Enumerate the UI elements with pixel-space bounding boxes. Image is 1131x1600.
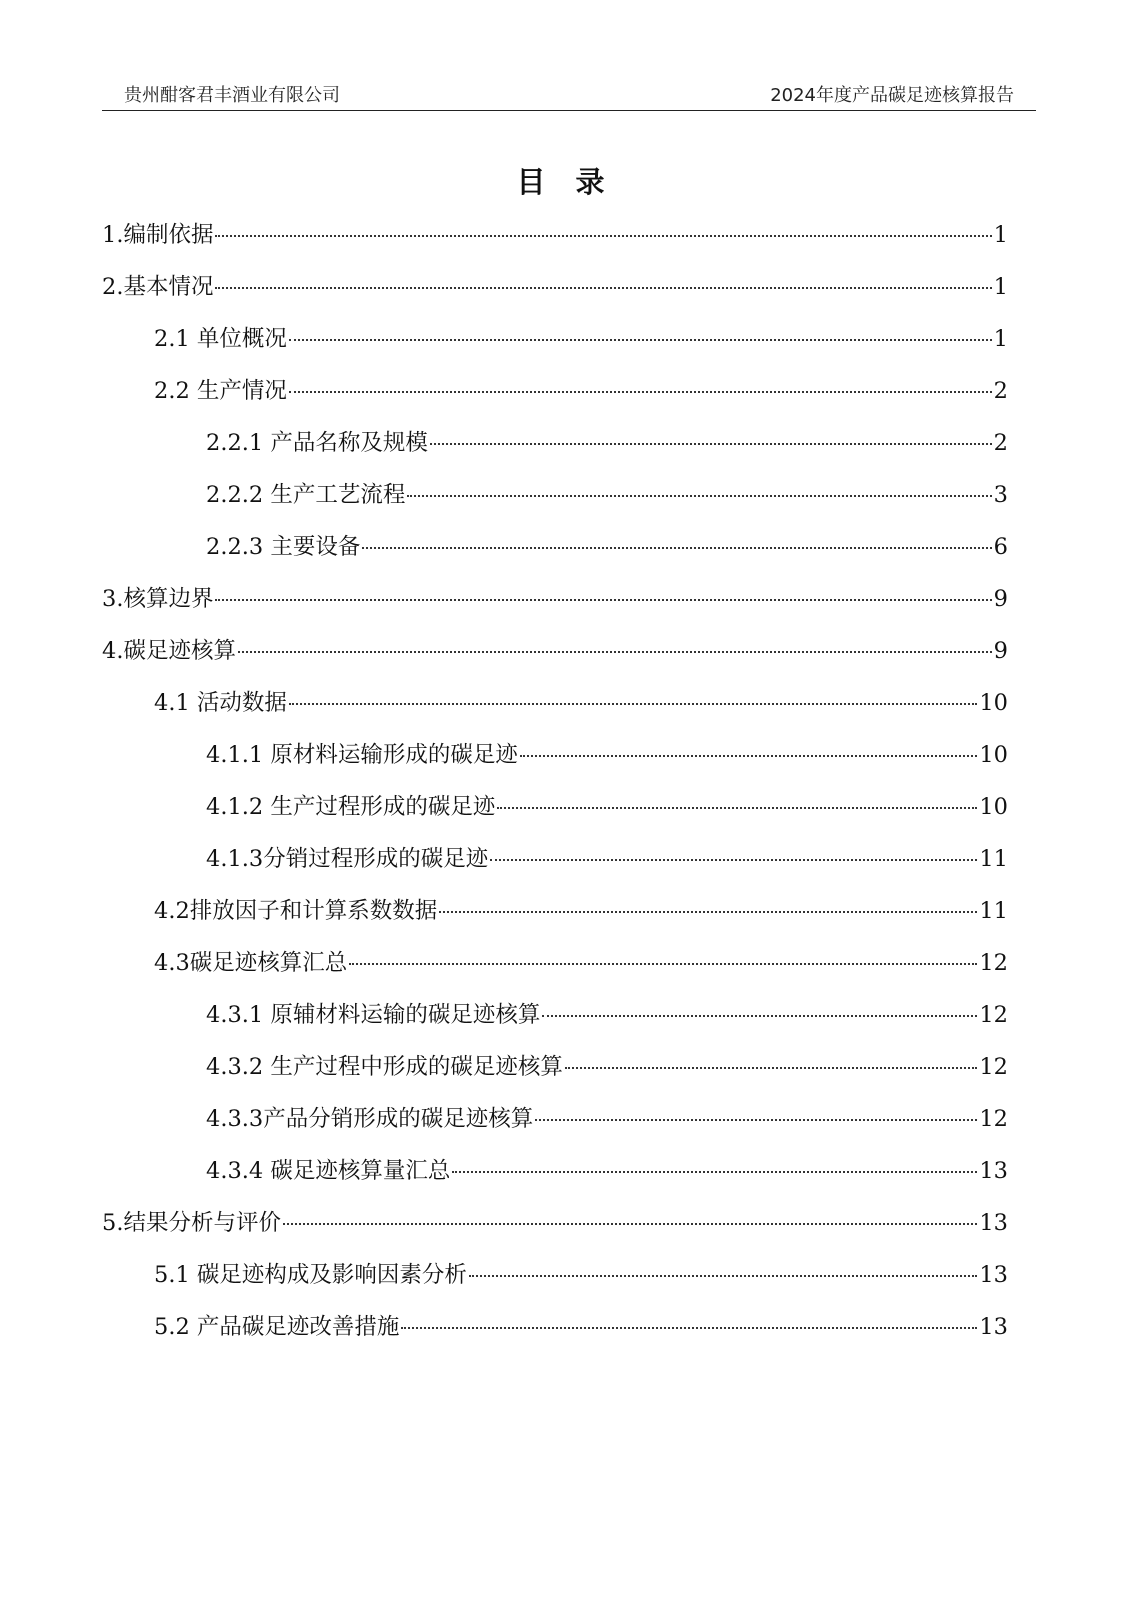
- toc-entry[interactable]: [102, 1050, 1008, 1102]
- toc-dot-leader: [535, 1119, 977, 1121]
- toc-entry-page: 13: [979, 1210, 1008, 1236]
- toc-entry[interactable]: [102, 1206, 1008, 1258]
- toc-entry-page: 10: [979, 794, 1008, 820]
- toc-dot-leader: [362, 547, 991, 549]
- toc-entry-label: 2.2.2 生产工艺流程: [206, 482, 406, 508]
- toc-entry-label: 4.3.2 生产过程中形成的碳足迹核算: [206, 1054, 563, 1080]
- table-of-contents: [102, 218, 1008, 1362]
- toc-dot-leader: [289, 391, 992, 393]
- toc-entry[interactable]: [102, 894, 1008, 946]
- toc-entry-label: 4.3.3产品分销形成的碳足迹核算: [206, 1106, 534, 1132]
- toc-entry[interactable]: [102, 1310, 1008, 1362]
- toc-entry-label: 4.3.1 原辅材料运输的碳足迹核算: [206, 1002, 541, 1028]
- toc-dot-leader: [520, 755, 977, 757]
- toc-entry-label: 4.碳足迹核算: [102, 638, 236, 664]
- toc-dot-leader: [452, 1171, 977, 1173]
- toc-entry-page: 9: [993, 586, 1008, 612]
- toc-entry-label: 4.1.1 原材料运输形成的碳足迹: [206, 742, 518, 768]
- toc-entry-page: 10: [979, 742, 1008, 768]
- toc-dot-leader: [215, 235, 991, 237]
- toc-entry[interactable]: [102, 686, 1008, 738]
- toc-entry-label: 2.2.3 主要设备: [206, 534, 361, 560]
- toc-dot-leader: [289, 339, 992, 341]
- toc-entry-page: 12: [979, 1106, 1008, 1132]
- toc-entry-label: 3.核算边界: [102, 586, 214, 612]
- toc-entry-page: 13: [979, 1314, 1008, 1340]
- toc-entry-page: 12: [979, 1002, 1008, 1028]
- toc-entry-label: 2.2.1 产品名称及规模: [206, 430, 428, 456]
- toc-entry-page: 3: [993, 482, 1008, 508]
- toc-dot-leader: [215, 287, 991, 289]
- toc-entry-label: 4.1.3分销过程形成的碳足迹: [206, 846, 489, 872]
- toc-entry[interactable]: [102, 946, 1008, 998]
- toc-entry-page: 6: [993, 534, 1008, 560]
- toc-entry-page: 2: [993, 430, 1008, 456]
- toc-dot-leader: [439, 911, 977, 913]
- toc-dot-leader: [289, 703, 977, 705]
- toc-entry[interactable]: [102, 530, 1008, 582]
- toc-entry-page: 13: [979, 1158, 1008, 1184]
- toc-entry[interactable]: [102, 426, 1008, 478]
- toc-entry[interactable]: [102, 322, 1008, 374]
- toc-dot-leader: [430, 443, 992, 445]
- toc-entry[interactable]: [102, 842, 1008, 894]
- toc-dot-leader: [490, 859, 977, 861]
- toc-entry-label: 5.2 产品碳足迹改善措施: [154, 1314, 400, 1340]
- toc-dot-leader: [215, 599, 991, 601]
- toc-entry-label: 1.编制依据: [102, 222, 214, 248]
- toc-entry[interactable]: [102, 1102, 1008, 1154]
- toc-title: 目 录: [516, 165, 615, 199]
- toc-entry-label: 4.2排放因子和计算系数数据: [154, 898, 438, 924]
- toc-entry[interactable]: [102, 738, 1008, 790]
- page-header: [102, 84, 1036, 111]
- toc-entry[interactable]: [102, 998, 1008, 1050]
- toc-dot-leader: [349, 963, 977, 965]
- header-company-name: 贵州酣客君丰酒业有限公司: [124, 85, 340, 106]
- toc-entry-label: 2.2 生产情况: [154, 378, 287, 404]
- toc-entry-page: 1: [993, 274, 1008, 300]
- toc-dot-leader: [542, 1015, 977, 1017]
- toc-entry[interactable]: [102, 582, 1008, 634]
- toc-entry-label: 4.1 活动数据: [154, 690, 287, 716]
- toc-dot-leader: [565, 1067, 977, 1069]
- toc-entry-page: 1: [993, 326, 1008, 352]
- toc-dot-leader: [283, 1223, 977, 1225]
- toc-entry-label: 4.3碳足迹核算汇总: [154, 950, 348, 976]
- toc-entry[interactable]: [102, 1154, 1008, 1206]
- toc-entry[interactable]: [102, 218, 1008, 270]
- toc-entry-label: 4.1.2 生产过程形成的碳足迹: [206, 794, 496, 820]
- toc-entry[interactable]: [102, 790, 1008, 842]
- toc-dot-leader: [238, 651, 992, 653]
- toc-entry[interactable]: [102, 270, 1008, 322]
- toc-dot-leader: [497, 807, 977, 809]
- toc-entry-label: 5.结果分析与评价: [102, 1210, 281, 1236]
- toc-dot-leader: [469, 1275, 977, 1277]
- toc-entry[interactable]: [102, 1258, 1008, 1310]
- toc-entry-page: 9: [993, 638, 1008, 664]
- toc-entry-label: 5.1 碳足迹构成及影响因素分析: [154, 1262, 467, 1288]
- toc-dot-leader: [401, 1327, 977, 1329]
- toc-entry-label: 4.3.4 碳足迹核算量汇总: [206, 1158, 451, 1184]
- toc-entry[interactable]: [102, 478, 1008, 530]
- toc-entry-page: 11: [979, 846, 1008, 872]
- toc-entry-page: 11: [979, 898, 1008, 924]
- toc-entry-page: 12: [979, 1054, 1008, 1080]
- toc-entry-page: 12: [979, 950, 1008, 976]
- toc-entry[interactable]: [102, 374, 1008, 426]
- toc-entry-page: 1: [993, 222, 1008, 248]
- toc-entry-page: 13: [979, 1262, 1008, 1288]
- toc-entry-label: 2.1 单位概况: [154, 326, 287, 352]
- toc-dot-leader: [407, 495, 991, 497]
- header-report-title: 2024年度产品碳足迹核算报告: [770, 85, 1014, 106]
- toc-entry-page: 2: [993, 378, 1008, 404]
- toc-entry-label: 2.基本情况: [102, 274, 214, 300]
- toc-entry[interactable]: [102, 634, 1008, 686]
- toc-entry-page: 10: [979, 690, 1008, 716]
